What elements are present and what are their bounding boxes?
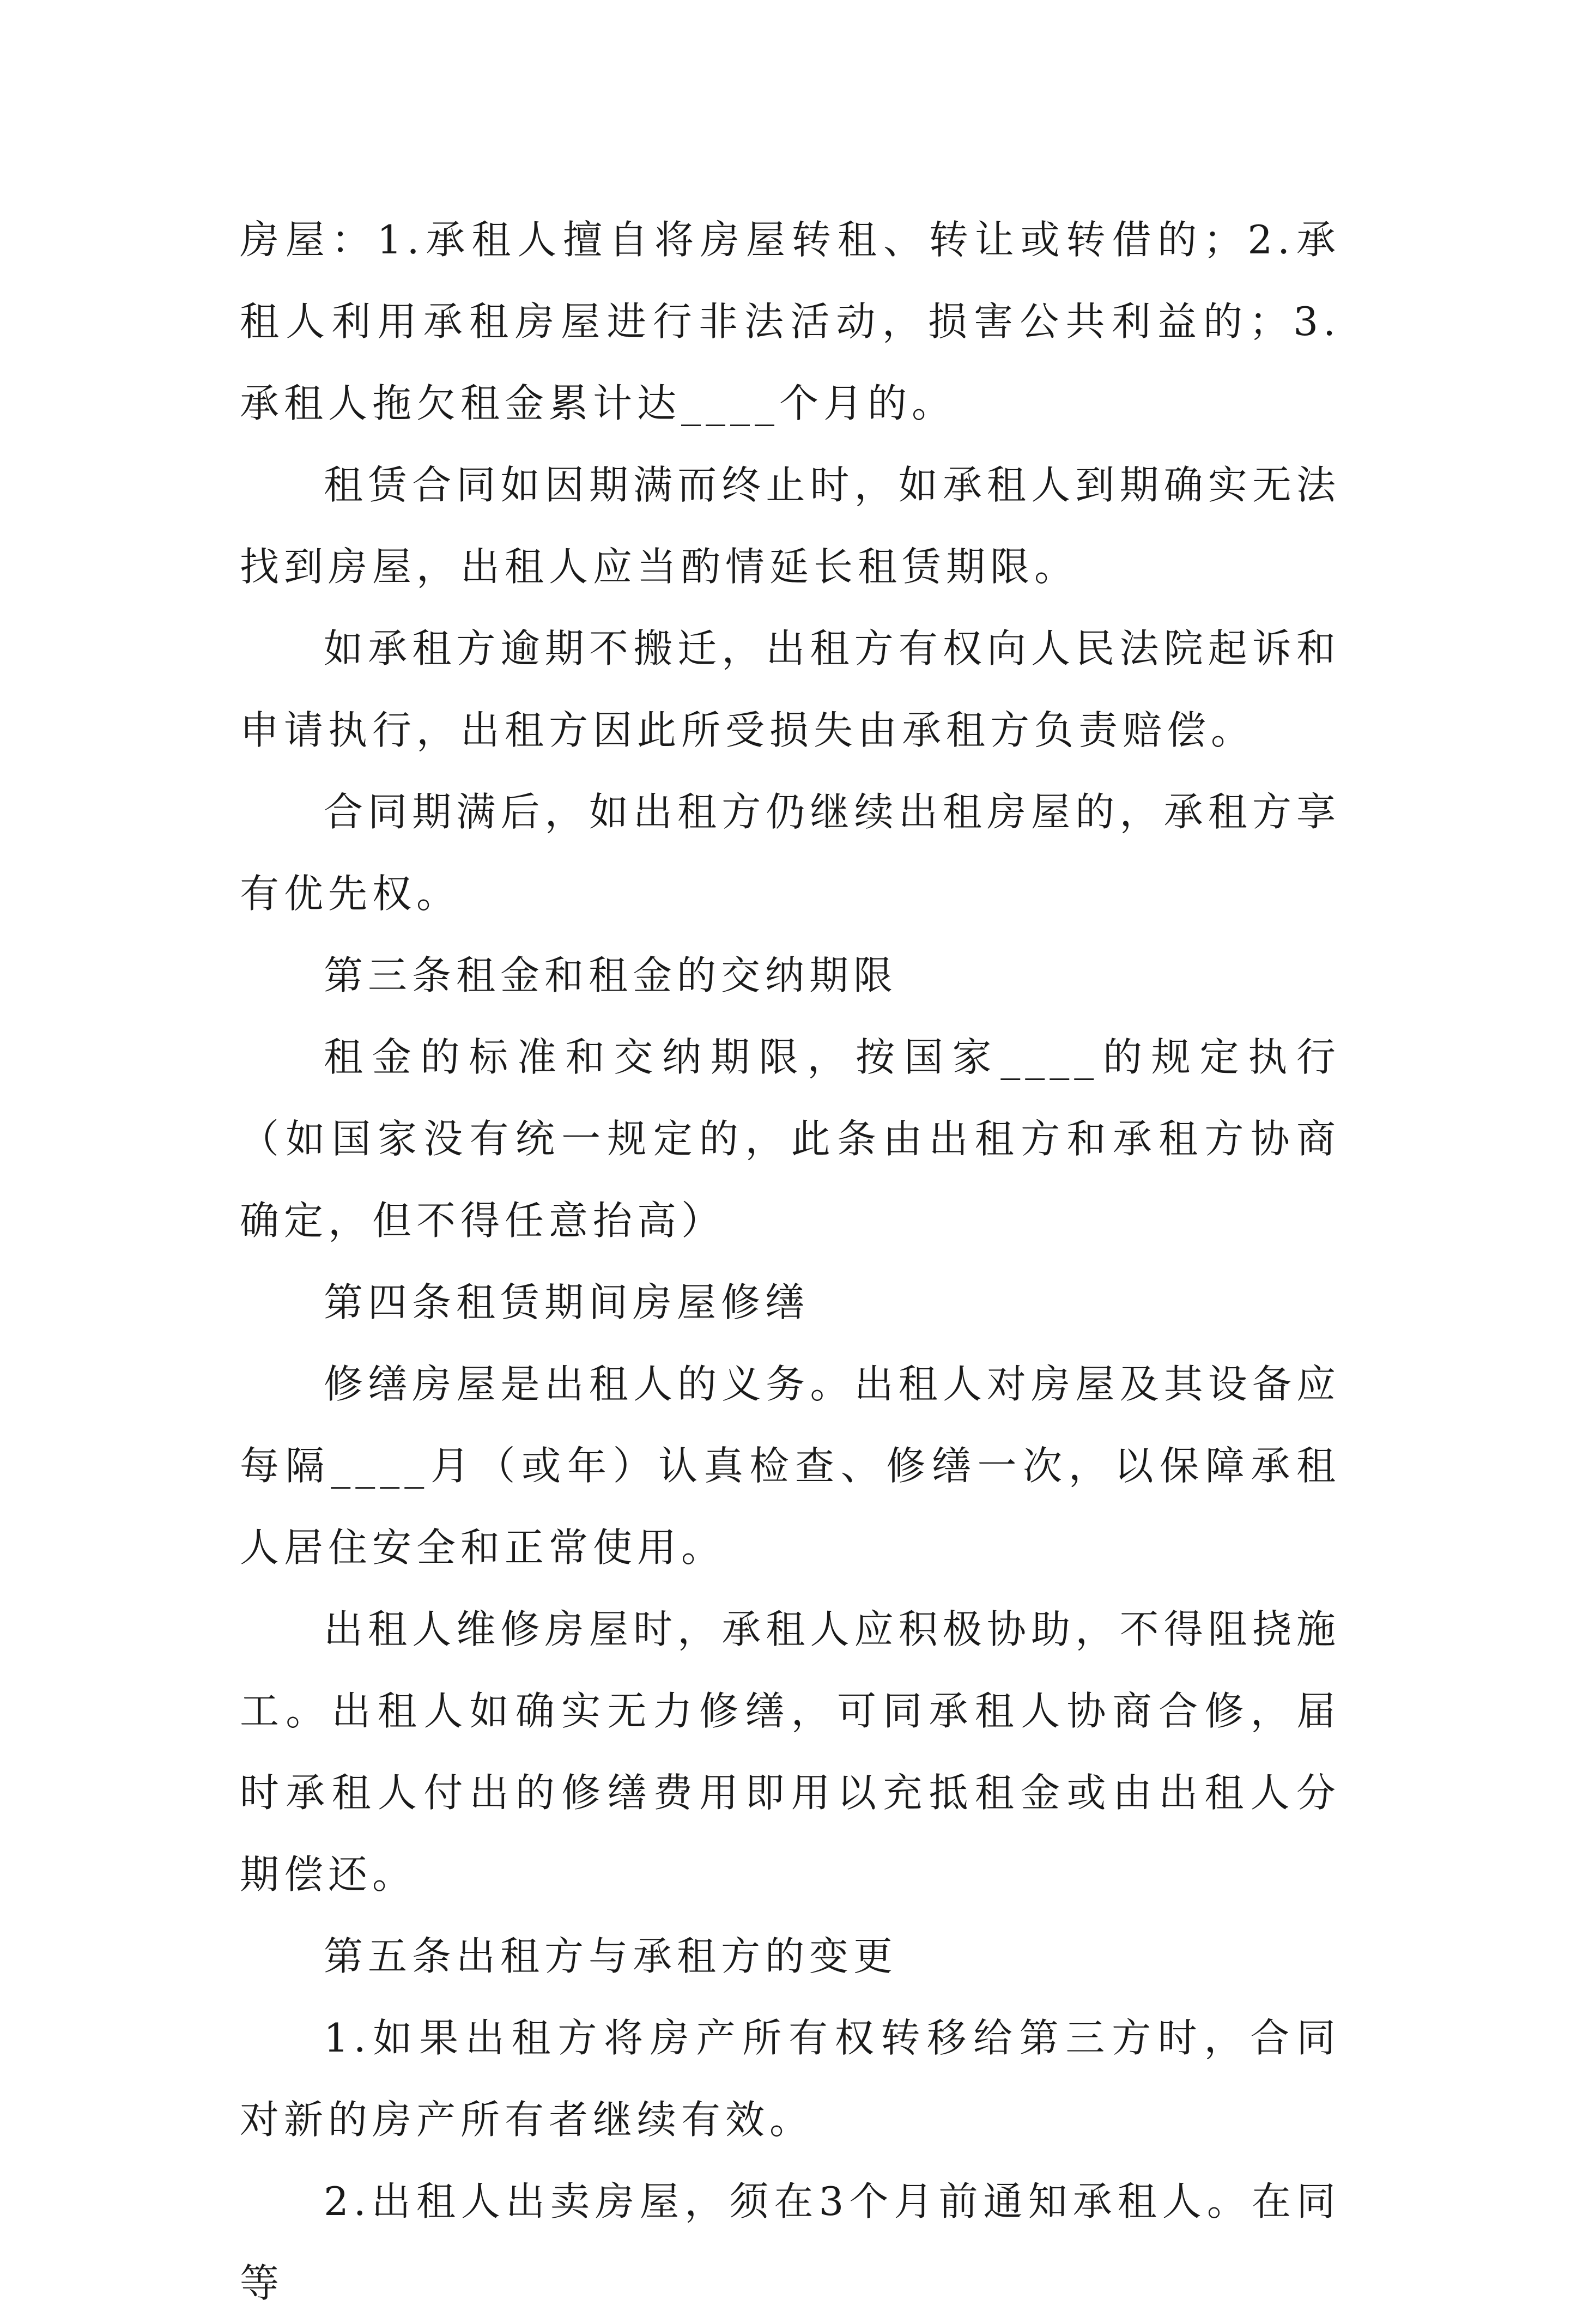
paragraph-repair-duty: 修缮房屋是出租人的义务。出租人对房屋及其设备应每隔____月（或年）认真检查、修缮一次，以保障承租人居住安全和正常使用。 [240, 1361, 1341, 1570]
paragraph-priority-right: 合同期满后，如出租方仍继续出租房屋的，承租方享有优先权。 [240, 789, 1341, 917]
paragraph-sale-notice: 2.出租人出卖房屋，须在3个月前通知承租人。在同等 [240, 2179, 1341, 2306]
paragraph-repair-cooperation: 出租人维修房屋时，承租人应积极协助，不得阻挠施工。出租人如确实无力修缮，可同承租人协商合修，届时承租人付出的修缮费用即用以充抵租金或由出租人分期偿还。 [240, 1606, 1341, 1897]
paragraph-lease-expiry-extension: 租赁合同如因期满而终止时，如承租人到期确实无法找到房屋，出租人应当酌情延长租赁期限。 [240, 462, 1341, 590]
paragraph-rent-standard: 租金的标准和交纳期限，按国家____的规定执行（如国家没有统一规定的，此条由出租方和承租方协商确定，但不得任意抬高） [240, 1034, 1341, 1243]
paragraph-ownership-transfer: 1.如果出租方将房产所有权转移给第三方时，合同对新的房产所有者继续有效。 [240, 2015, 1341, 2143]
paragraph-termination-conditions: 房屋：1.承租人擅自将房屋转租、转让或转借的；2.承租人利用承租房屋进行非法活动，损害公共利益的；3.承租人拖欠租金累计达____个月的。 [240, 217, 1341, 426]
document-body [240, 199, 1341, 2324]
paragraph-overdue-relocation: 如承租方逾期不搬迁，出租方有权向人民法院起诉和申请执行，出租方因此所受损失由承租方负责赔偿。 [240, 626, 1341, 753]
section-heading-article-4: 第四条租赁期间房屋修缮 [324, 1279, 810, 1325]
section-heading-article-5: 第五条出租方与承租方的变更 [324, 1933, 898, 1979]
section-heading-article-3: 第三条租金和租金的交纳期限 [324, 952, 898, 998]
